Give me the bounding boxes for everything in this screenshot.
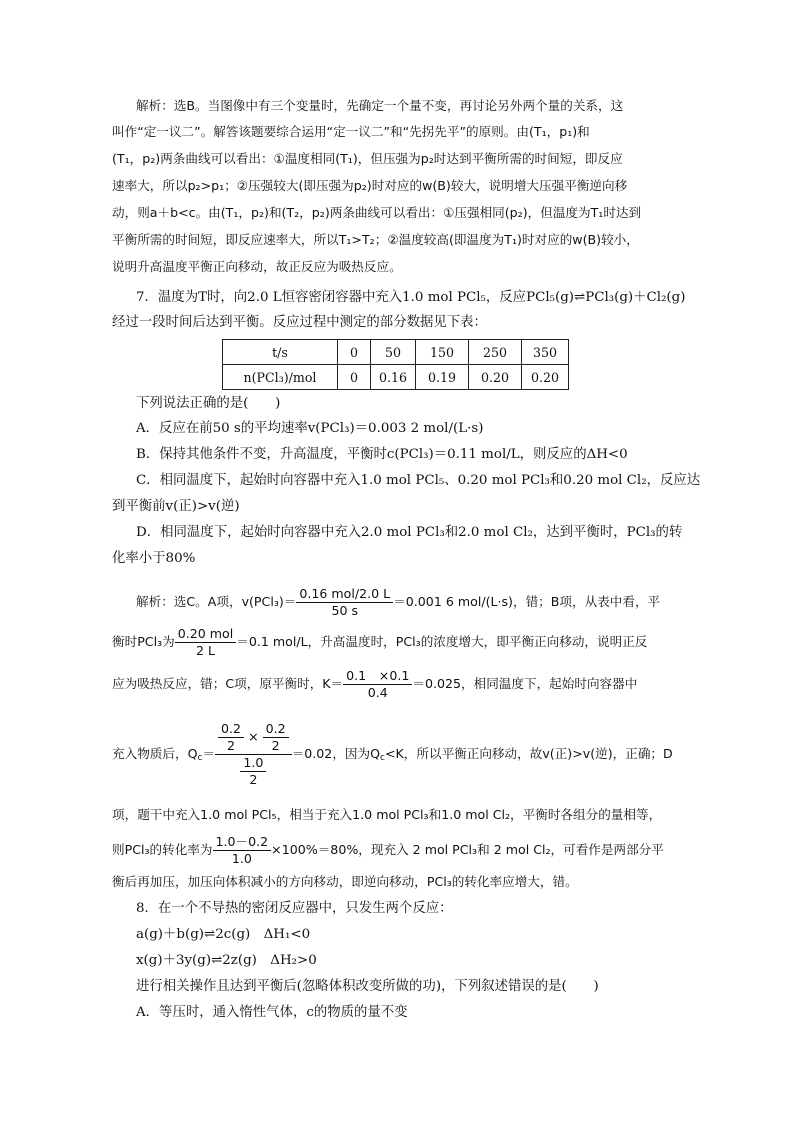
q7-stem-line-1: 7．温度为T时，向2.0 L恒容密闭容器中充入1.0 mol PCl₅，反应PCl₅(g)⇌PCl₃(g)＋Cl₂(g) (136, 290, 686, 305)
denominator: 2 (227, 738, 236, 753)
analysis6-line-5: 动，则a＋b<c。由(T₁，p₂)和(T₂，p₂)两条曲线可以看出：①压强相同(p₂)，但温度为T₁时达到 (112, 205, 642, 220)
numerator: 1.0 (240, 755, 266, 772)
analysis6-line-4: 速率大，所以p₂>p₁；②压强较大(即压强为p₂)时对应的w(B)较大，说明增大压强平衡逆向移 (112, 178, 628, 193)
subscript: c (380, 753, 385, 763)
denominator: 1.0 (231, 851, 252, 866)
compound-fraction (215, 721, 292, 788)
numerator: 0.1 ×0.1 (343, 668, 412, 685)
table-cell: 0.20 (469, 365, 522, 390)
table-row (223, 365, 569, 390)
analysis7-line-1 (136, 582, 660, 622)
analysis6-line-3: (T₁，p₂)两条曲线可以看出：①温度相同(T₁)，但压强为p₂时达到平衡所需的时间短，即反应 (112, 151, 623, 166)
text-segment: ×100%＝80%，现充入 2 mol PCl₃和 2 mol Cl₂，可看作是两部分平 (271, 842, 664, 857)
times-sign: × (248, 729, 259, 744)
analysis6-line-2: 叫作“定一议二”。解答该题要综合运用“定一议二”和“先拐先平”的原则。由(T₁，p₁)和 (112, 124, 590, 139)
fraction (263, 721, 289, 754)
table-cell: 0.16 (371, 365, 416, 390)
text-segment: 解析：选C。A项，v(PCl₃)＝ (136, 594, 297, 609)
numerator: 1.0－0.2 (213, 834, 272, 851)
text-segment: <K，所以平衡正向移动，故v(正)>v(逆)，正确；D (384, 746, 673, 761)
text-segment: 应为吸热反应，错；C项，原平衡时，K＝ (112, 676, 344, 691)
table-cell: n(PCl₃)/mol (223, 365, 338, 390)
table-header-row (223, 340, 569, 365)
numerator: 0.16 mol/2.0 L (296, 586, 393, 603)
fraction (296, 586, 393, 619)
q8-equation-1: a(g)＋b(g)⇌2c(g) ΔH₁<0 (136, 927, 311, 942)
q8-prompt: 进行相关操作且达到平衡后(忽略体积改变所做的功)，下列叙述错误的是( ) (136, 979, 599, 994)
numerator: 0.20 mol (175, 626, 237, 643)
q7-option-c-line-1: C．相同温度下，起始时向容器中充入1.0 mol PCl₅、0.20 mol PCl₃和0.20 mol Cl₂，反应达 (136, 473, 701, 488)
text-segment: ＝ (202, 746, 216, 761)
q7-data-table (222, 339, 569, 390)
q8-equation-2: x(g)＋3y(g)⇌2z(g) ΔH₂>0 (136, 953, 317, 968)
analysis6-line-7: 说明升高温度平衡正向移动，故正反应为吸热反应。 (112, 259, 402, 274)
q7-option-c-line-2: 到平衡前v(正)>v(逆) (112, 499, 240, 514)
table-cell: 350 (522, 340, 569, 365)
q8-option-a: A．等压时，通入惰性气体，c的物质的量不变 (136, 1005, 408, 1020)
fraction (240, 755, 266, 788)
table-cell: 0.19 (416, 365, 469, 390)
analysis7-line-7: 衡后再加压，加压向体积减小的方向移动，即逆向移动，PCl₃的转化率应增大，错。 (112, 874, 578, 889)
table-cell: 0.20 (522, 365, 569, 390)
analysis6-line-1: 解析：选B。当图像中有三个变量时，先确定一个量不变，再讨论另外两个量的关系，这 (136, 98, 624, 113)
analysis7-line-5: 项，题干中充入1.0 mol PCl₅，相当于充入1.0 mol PCl₃和1.0 mol Cl₂，平衡时各组分的量相等， (112, 807, 662, 822)
text-segment: 则PCl₃的转化率为 (112, 842, 213, 857)
q7-stem-line-2: 经过一段时间后达到平衡。反应过程中测定的部分数据见下表： (112, 315, 487, 330)
fraction (175, 626, 237, 659)
table-cell: 250 (469, 340, 522, 365)
denominator: 0.4 (367, 685, 388, 700)
fraction (343, 668, 412, 701)
denominator (215, 755, 292, 788)
numerator (215, 721, 292, 755)
text-segment: ＝0.02，因为Q (291, 746, 381, 761)
analysis6-line-6: 平衡所需的时间短，即反应速率大，所以T₁>T₂；②温度较高(即温度为T₁)时对应的w(B)较小， (112, 232, 639, 247)
q7-option-d-line-1: D．相同温度下，起始时向容器中充入2.0 mol PCl₃和2.0 mol Cl₂，达到平衡时，PCl₃的转 (136, 525, 683, 540)
table-cell: 50 (371, 340, 416, 365)
table-cell: t/s (223, 340, 338, 365)
analysis7-line-4 (112, 712, 673, 800)
text-segment: ＝0.1 mol/L，升高温度时，PCl₃的浓度增大，即平衡正向移动，说明正反 (236, 634, 648, 649)
text-segment: 衡时PCl₃为 (112, 634, 175, 649)
denominator: 50 s (331, 603, 359, 618)
text-segment: 充入物质后，Q (112, 746, 198, 761)
text-segment: ＝0.001 6 mol/(L·s)，错；B项，从表中看，平 (393, 594, 661, 609)
subscript: c (197, 753, 203, 763)
q8-stem: 8．在一个不导热的密闭反应器中，只发生两个反应： (136, 901, 453, 916)
q7-option-b: B．保持其他条件不变，升高温度，平衡时c(PCl₃)＝0.11 mol/L，则反应的ΔH<0 (136, 447, 628, 462)
text-segment: ＝0.025，相同温度下，起始时向容器中 (412, 676, 638, 691)
table-cell: 0 (338, 340, 371, 365)
numerator: 0.2 (218, 721, 244, 738)
table-cell: 0 (338, 365, 371, 390)
denominator: 2 L (195, 643, 215, 658)
denominator: 2 (271, 738, 280, 753)
denominator: 2 (249, 772, 258, 787)
q7-option-d-line-2: 化率小于80% (112, 551, 196, 566)
fraction (213, 834, 272, 867)
analysis7-line-2 (112, 622, 647, 662)
analysis7-line-6 (112, 830, 664, 870)
analysis7-line-3 (112, 664, 637, 704)
fraction (218, 721, 244, 754)
q7-option-a: A．反应在前50 s的平均速率v(PCl₃)＝0.003 2 mol/(L·s) (136, 421, 484, 436)
numerator: 0.2 (263, 721, 289, 738)
q7-prompt: 下列说法正确的是( ) (136, 396, 281, 411)
table-cell: 150 (416, 340, 469, 365)
